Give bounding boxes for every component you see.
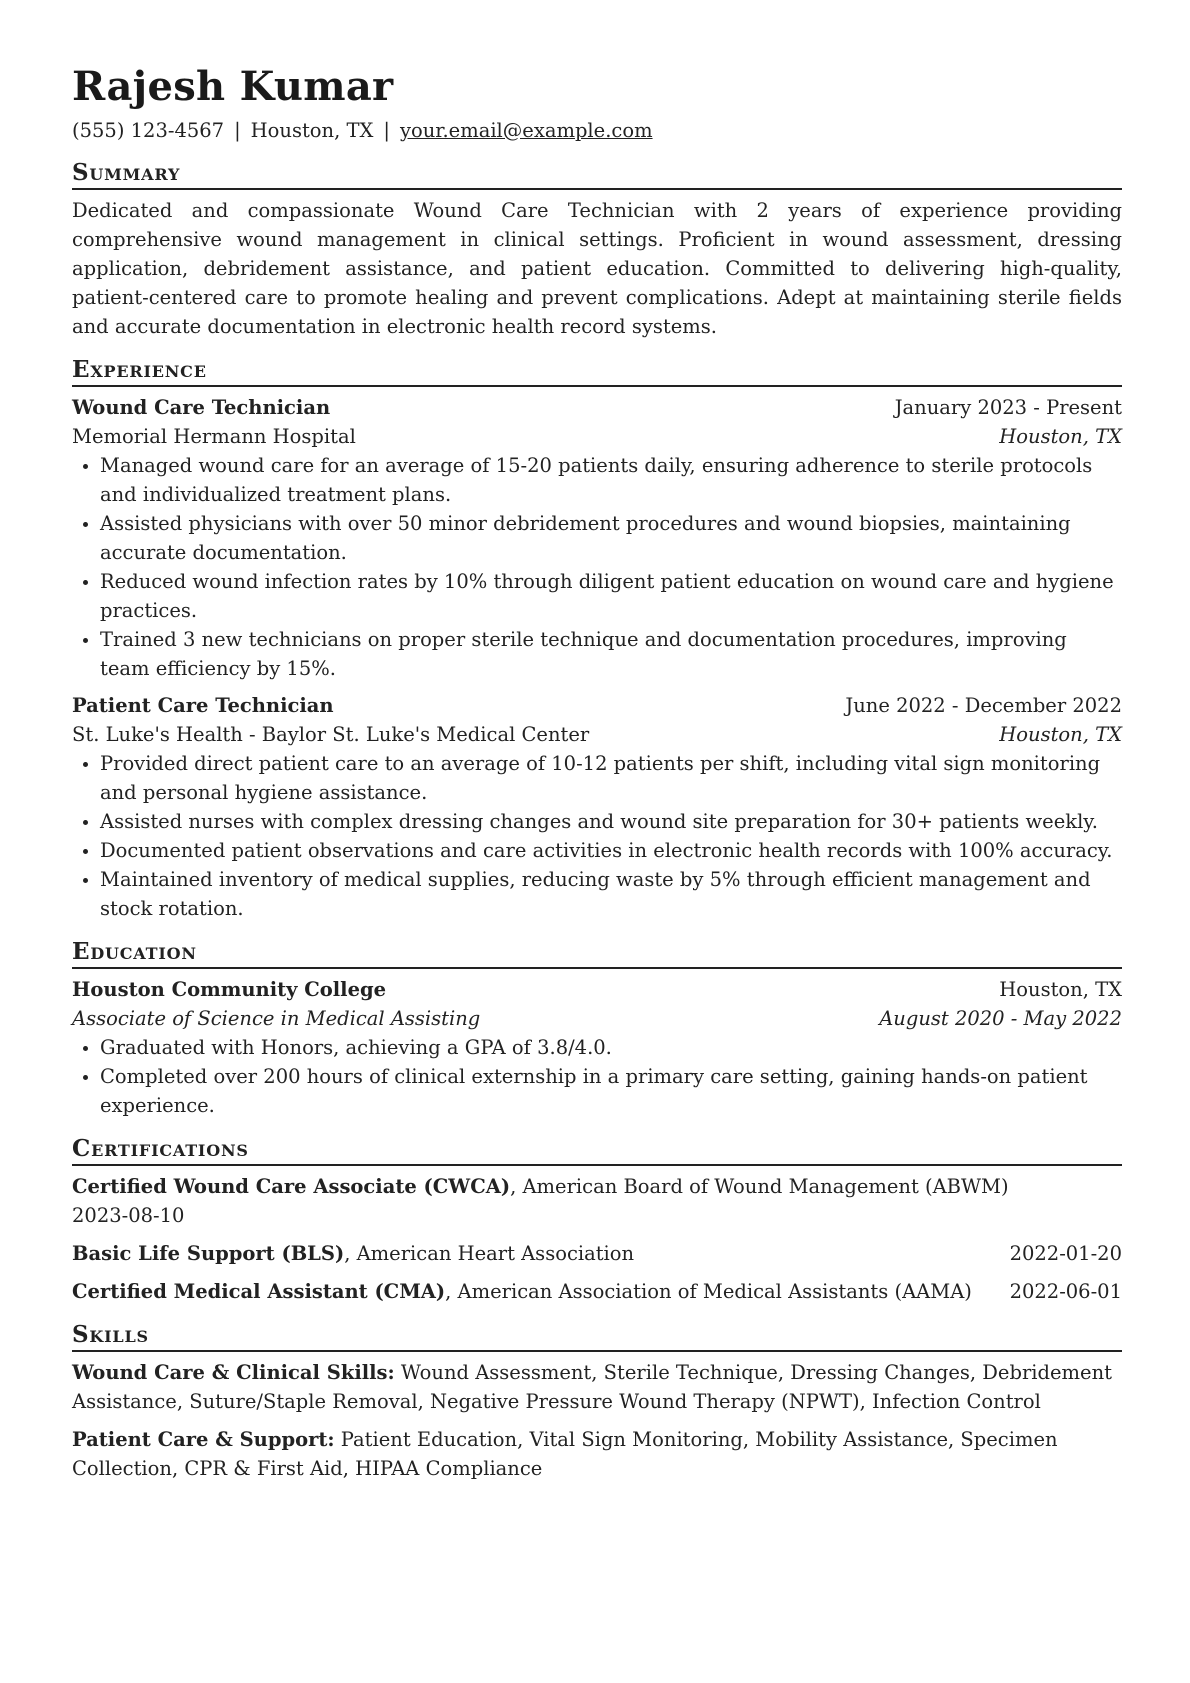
job-dates: June 2022 - December 2022 (845, 694, 1122, 717)
list-item: • Assisted nurses with complex dressing changes and wound site preparation for 30+ patients weekly. (100, 807, 1122, 836)
skills-section (72, 1320, 1122, 1483)
experience-section (72, 355, 1122, 923)
education-section (72, 937, 1122, 1120)
section-title-experience: Experience (72, 355, 1122, 387)
certification-name: Certified Medical Assistant (CMA) (72, 1280, 446, 1303)
job-location: Houston, TX (999, 425, 1122, 448)
job-org: St. Luke's Health - Baylor St. Luke's Medical Center (72, 723, 590, 746)
certification-name: Basic Life Support (BLS) (72, 1242, 345, 1265)
list-item: • Managed wound care for an average of 15-20 patients daily, ensuring adherence to sterile protocols and individualized treatment plans. (100, 451, 1122, 509)
job-bullets (72, 451, 1122, 683)
section-title-education: Education (72, 937, 1122, 969)
section-title-summary: Summary (72, 158, 1122, 190)
certification-date: 2022-06-01 (1009, 1280, 1122, 1303)
list-item: • Graduated with Honors, achieving a GPA of 3.8/4.0. (100, 1033, 1122, 1062)
contact-separator: | (234, 119, 241, 142)
job-entry (72, 691, 1122, 923)
candidate-name: Rajesh Kumar (72, 63, 394, 110)
education-bullets (72, 1033, 1122, 1120)
list-item: • Provided direct patient care to an average of 10-12 patients per shift, including vital sign monitoring and personal hygiene assistance. (100, 749, 1122, 807)
certification-issuer: , American Heart Association (344, 1242, 635, 1265)
certification-date: 2022-01-20 (1009, 1242, 1122, 1265)
list-item: • Maintained inventory of medical supplies, reducing waste by 5% through efficient management and stock rotation. (100, 865, 1122, 923)
list-item: • Trained 3 new technicians on proper sterile technique and documentation procedures, improving team efficiency by 15%. (100, 625, 1122, 683)
job-role: Patient Care Technician (72, 694, 334, 717)
job-bullets (72, 749, 1122, 923)
email-link[interactable]: your.email@example.com (399, 119, 653, 142)
list-item: • Completed over 200 hours of clinical externship in a primary care setting, gaining hands-on patient experience. (100, 1062, 1122, 1120)
certification-item (72, 1277, 1122, 1306)
summary-section (72, 158, 1122, 341)
contact-line (72, 116, 1122, 146)
certification-item (72, 1172, 1122, 1230)
job-org: Memorial Hermann Hospital (72, 425, 356, 448)
location: Houston, TX (250, 119, 374, 142)
education-dates: August 2020 - May 2022 (879, 1007, 1122, 1030)
job-location: Houston, TX (999, 723, 1122, 746)
summary-text: Dedicated and compassionate Wound Care Technician with 2 years of experience providing comprehensive wound management in clinical settings. Proficient in wound assessment, dressing application, debridement assistance, and patient education. Committed to delivering high-quality, patient-centered care to promote healing and prevent complications. Adept at maintaining sterile fields and accurate documentation in electronic health record systems. (72, 199, 1122, 338)
skill-group (72, 1425, 1122, 1483)
skill-group-text: Patient Education, Vital Sign Monitoring, Mobility Assistance, Specimen Collection, CPR & First Aid, HIPAA Compliance (72, 1428, 1058, 1480)
job-role: Wound Care Technician (72, 396, 331, 419)
job-entry (72, 393, 1122, 683)
list-item: • Assisted physicians with over 50 minor debridement procedures and wound biopsies, maintaining accurate documentation. (100, 509, 1122, 567)
school-name: Houston Community College (72, 978, 387, 1001)
section-title-certifications: Certifications (72, 1134, 1122, 1166)
skill-group (72, 1358, 1122, 1416)
phone: (555) 123-4567 (72, 119, 225, 142)
school-location: Houston, TX (999, 978, 1122, 1001)
list-item: • Reduced wound infection rates by 10% through diligent patient education on wound care and hygiene practices. (100, 567, 1122, 625)
certification-issuer: , American Association of Medical Assistants (AAMA) (445, 1280, 972, 1303)
certification-name: Certified Wound Care Associate (CWCA) (72, 1175, 511, 1198)
certifications-section (72, 1134, 1122, 1306)
skill-group-text: Wound Assessment, Sterile Technique, Dressing Changes, Debridement Assistance, Suture/Staple Removal, Negative Pressure Wound Therapy (NPWT), Infection Control (72, 1361, 1112, 1413)
certification-date: 2023-08-10 (72, 1204, 185, 1227)
certification-issuer: , American Board of Wound Management (ABWM) (510, 1175, 1009, 1198)
skill-group-label: Patient Care & Support: (72, 1428, 335, 1451)
certification-item (72, 1239, 1122, 1268)
list-item: • Documented patient observations and care activities in electronic health records with 100% accuracy. (100, 836, 1122, 865)
skill-group-label: Wound Care & Clinical Skills: (72, 1361, 395, 1384)
job-dates: January 2023 - Present (894, 396, 1122, 419)
contact-separator: | (383, 119, 390, 142)
degree: Associate of Science in Medical Assisting (72, 1007, 481, 1030)
section-title-skills: Skills (72, 1320, 1122, 1352)
